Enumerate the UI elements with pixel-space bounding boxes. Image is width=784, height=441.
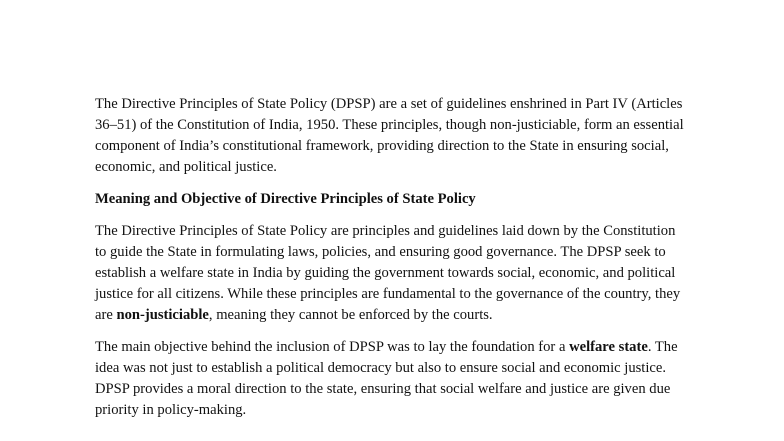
meaning-text-before: The Directive Principles of State Policy are principles and guidelines laid down by the Constitution to guide the State in formulating laws, policies, and ensuring good governance. The DPSP seek to establish a welfare state in India by guiding the government towards social, economic, and political justice for all citizens. While these principles are fundamental to the governance of the country, they are [95, 223, 681, 323]
non-justiciable-term: non-justiciable [116, 307, 209, 323]
meaning-text-after: , meaning they cannot be enforced by the courts. [208, 307, 493, 323]
objective-text-after: . The idea was not just to establish a political democracy but also to ensure social and economic justice. DPSP provides a moral direction to the state, ensuring that social welfare and justice are given due priority in policy-making. [95, 339, 678, 418]
intro-paragraph: The Directive Principles of State Policy (DPSP) are a set of guidelines enshrined in Part IV (Articles 36–51) of the Constitution of India, 1950. These principles, though non-justiciable, form an essential component of India’s constitutional framework, providing direction to the State in ensuring social, economic, and political justice. [95, 96, 684, 175]
meaning-paragraph [95, 221, 687, 326]
objective-paragraph [95, 337, 687, 421]
document-body [95, 94, 687, 421]
section-heading: Meaning and Objective of Directive Principles of State Policy [95, 191, 476, 207]
objective-text-before: The main objective behind the inclusion of DPSP was to lay the foundation for a [95, 339, 570, 355]
welfare-state-term: welfare state [569, 339, 648, 355]
